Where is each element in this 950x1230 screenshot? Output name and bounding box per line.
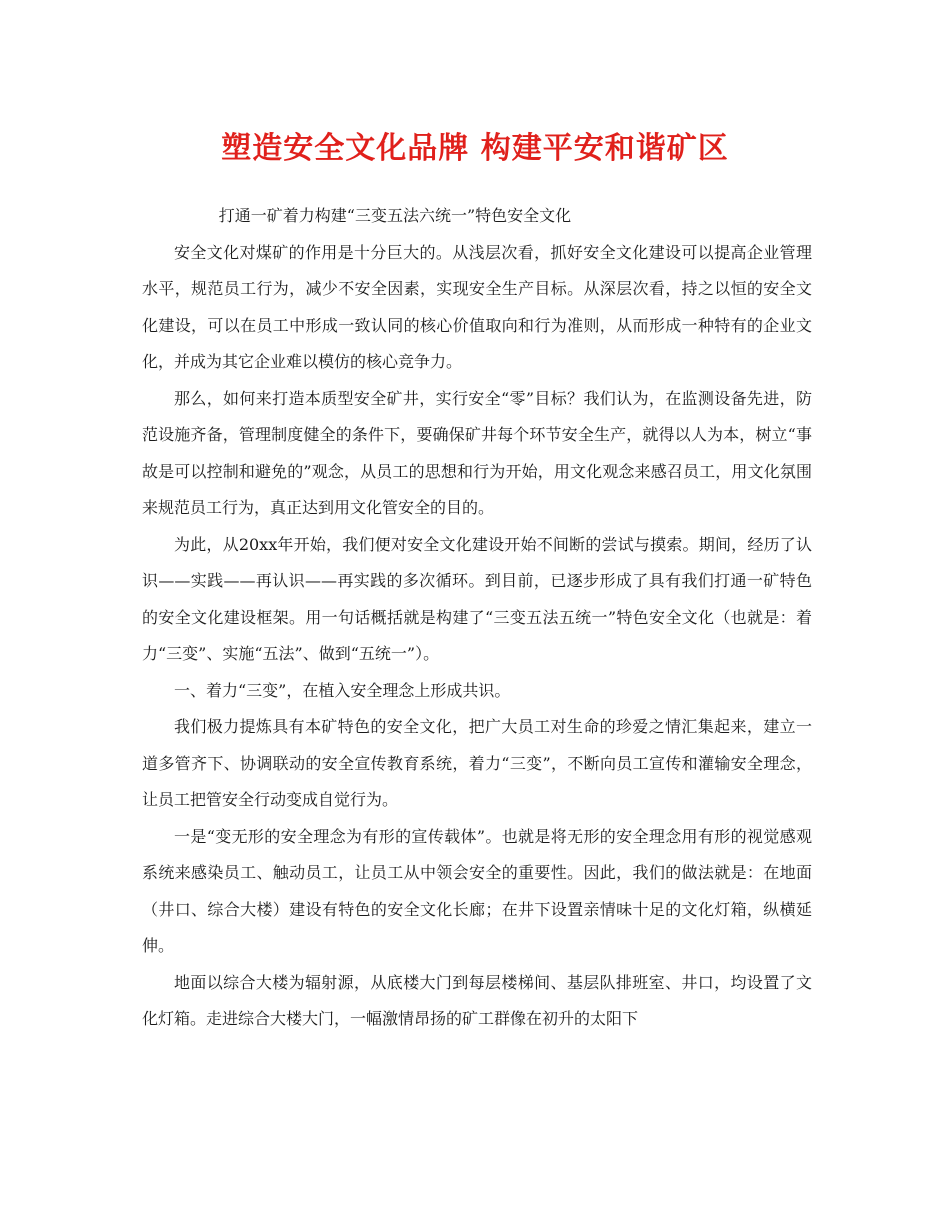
document-subtitle: 打通一矿着力构建“三变五法六统一”特色安全文化 bbox=[218, 206, 572, 225]
document-body bbox=[142, 198, 812, 1038]
paragraph: 我们极力提炼具有本矿特色的安全文化，把广大员工对生命的珍爱之情汇集起来，建立一道多管齐下、协调联动的安全宣传教育系统，着力“三变”，不断向员工宣传和灌输安全理念，让员工把管安全行动变成自觉行为。 bbox=[142, 717, 812, 809]
document-title: 塑造安全文化品牌 构建平安和谐矿区 bbox=[221, 131, 729, 166]
paragraph: 安全文化对煤矿的作用是十分巨大的。从浅层次看，抓好安全文化建设可以提高企业管理水平，规范员工行为，减少不安全因素，实现安全生产目标。从深层次看，持之以恒的安全文化建设，可以在员工中形成一致认同的核心价值取向和行为准则，从而形成一种特有的企业文化，并成为其它企业难以模仿的核心竞争力。 bbox=[142, 242, 812, 371]
paragraph: 一是“变无形的安全理念为有形的宣传载体”。也就是将无形的安全理念用有形的视觉感观系统来感染员工、触动员工，让员工从中领会安全的重要性。因此，我们的做法就是：在地面（井口、综合大楼）建设有特色的安全文化长廊；在井下设置亲情味十足的文化灯箱，纵横延伸。 bbox=[142, 826, 812, 955]
paragraph: 为此，从20xx年开始，我们便对安全文化建设开始不间断的尝试与摸索。期间，经历了认识——实践——再认识——再实践的多次循环。到目前，已逐步形成了具有我们打通一矿特色的安全文化建设框架。用一句话概括就是构建了“三变五法五统一”特色安全文化（也就是：着力“三变”、实施“五法”、做到“五统一”）。 bbox=[142, 534, 812, 663]
section-heading: 一、着力“三变”，在植入安全理念上形成共识。 bbox=[174, 680, 511, 700]
paragraph: 地面以综合大楼为辐射源，从底楼大门到每层楼梯间、基层队排班室、井口，均设置了文化灯箱。走进综合大楼大门，一幅激情昂扬的矿工群像在初升的太阳下 bbox=[142, 972, 812, 1028]
paragraph: 那么，如何来打造本质型安全矿井，实行安全“零”目标？我们认为，在监测设备先进，防范设施齐备，管理制度健全的条件下，要确保矿井每个环节安全生产，就得以人为本，树立“事故是可以控制和避免的”观念，从员工的思想和行为开始，用文化观念来感召员工，用文化氛围来规范员工行为，真正达到用文化管安全的目的。 bbox=[142, 388, 812, 517]
